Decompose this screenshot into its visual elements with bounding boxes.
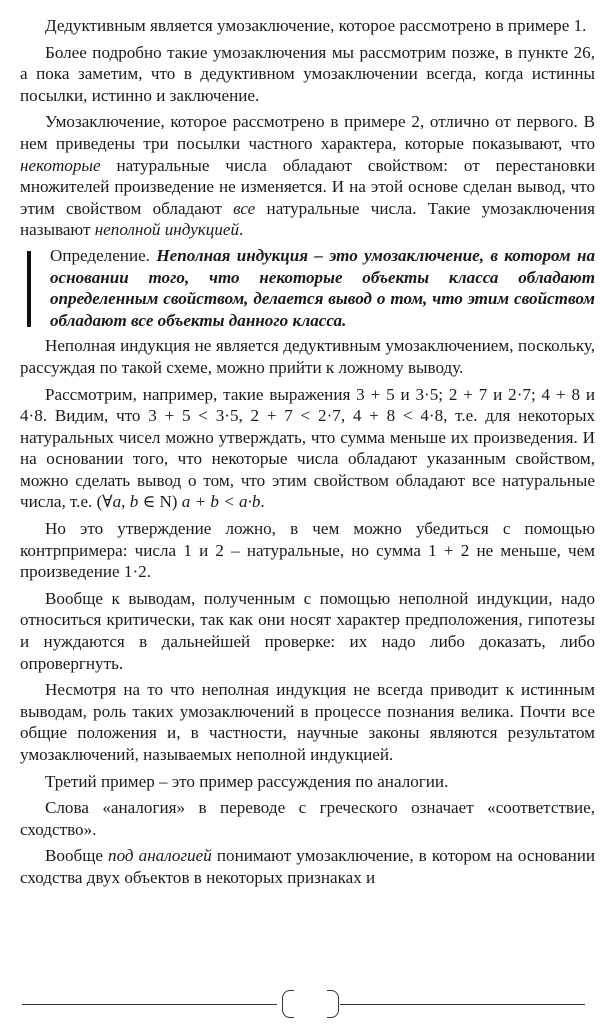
emphasis-all: все <box>233 198 256 218</box>
text-segment: . <box>260 492 265 512</box>
emphasis-by-analogy: под аналогией <box>108 846 212 866</box>
definition-label: Определение. <box>50 245 150 265</box>
variable-a: a <box>112 492 122 512</box>
paragraph-counterexample: Но это утверждение ложно, в чем можно убедиться с помощью контрпримера: числа 1 и 2 – натуральные, но сумма 1 + 2 не меньше, чем произведение 1·2. <box>20 519 595 582</box>
paragraph-deductive-details: Более подробно такие умозаключения мы рассмотрим позже, в пункте 26, а пока заметим, что в дедуктивном умозаключении всегда, когда истинны посылки, истинно и заключение. <box>20 42 595 105</box>
footer-rule-left <box>22 1004 277 1005</box>
paragraph-third-example: Третий пример – это пример рассуждения по аналогии. <box>45 771 449 791</box>
footer-rule-right <box>340 1004 585 1005</box>
text-segment: . <box>239 220 244 240</box>
variable-b: b <box>129 492 139 512</box>
paragraph-role-of-induction: Несмотря на то что неполная индукция не всегда приводит к истинным выводам, роль таких умозаключений в процессе познания велика. Почти все общие положения и, в частности, научные законы являются результатом умозаключений, называемых неполной индукцией. <box>20 680 595 764</box>
paragraph-analogy-word: Слова «аналогия» в переводе с греческого означает «соответствие, сходство». <box>20 798 595 839</box>
text-segment: Рассмотрим, например, такие выражения 3 + 5 и 3·5; 2 + 7 и 2·7; 4 + 8 и 4·8. Видим, что 3 + 5 < 3·5, 2 + 7 < 2·7, 4 + 8 < 4·8, т.е. для некоторых натуральных чисел можно утверждать, что сумма меньше их произведения. И на основании того, что некоторые числа обладают указанным свойством, можно сделать вывод о том, что этим свойством обладают все натуральные числа, т.е. (∀ <box>20 384 595 512</box>
text-segment: понимают умозаключение, в котором на основании сходства двух объектов в некоторых признаках и <box>20 846 596 887</box>
text-segment: натуральные числа обладают свойством: от перестановки множителей произведение не изменяется. И на этой основе сделан вывод, что этим свойством обладают <box>20 155 595 218</box>
text-segment: , <box>121 492 130 512</box>
paragraph-example-expressions <box>20 384 595 514</box>
text-segment: Умозаключение, которое рассмотрено в примере 2, отлично от первого. В нем приведены три посылки частного характера, которые показывают, что <box>20 112 595 153</box>
paragraph-analogy-definition <box>20 845 595 888</box>
emphasis-incomplete-induction: неполной индукцией <box>94 220 239 240</box>
paragraph-critical-attitude: Вообще к выводам, полученным с помощью неполной индукции, надо относиться критически, так как они носят характер предположения, гипотезы и нуждаются в дальнейшей проверке: их надо либо доказать, либо опровергнуть. <box>20 588 595 673</box>
definition-body: Неполная индукция – это умозаключение, в котором на основании того, что некоторые объекты класса обладают определенным свойством, делается вывод о том, что этим свойством обладают все объекты данного класса. <box>50 245 595 330</box>
text-segment: натуральные числа. Такие умозаключения называют <box>20 198 595 240</box>
page-number-bracket-open <box>282 990 294 1018</box>
paragraph-deductive-definition: Дедуктивным является умозаключение, которое рассмотрено в примере 1. <box>45 16 587 35</box>
definition-margin-bar <box>27 251 31 327</box>
paragraph-example-2 <box>20 111 595 241</box>
page-footer-ornament <box>22 990 585 1020</box>
text-segment: Вообще <box>45 846 109 866</box>
definition-block <box>20 245 595 331</box>
paragraph-incomplete-induction-not-deductive: Неполная индукция не является дедуктивным умозаключением, поскольку, рассуждая по такой схеме, можно прийти к ложному выводу. <box>20 336 595 377</box>
emphasis-some: некоторые <box>20 155 101 175</box>
page-number-bracket-close <box>327 990 339 1018</box>
formula-expression: a + b < a·b <box>181 492 261 512</box>
text-segment: ∈ N) <box>138 492 182 512</box>
